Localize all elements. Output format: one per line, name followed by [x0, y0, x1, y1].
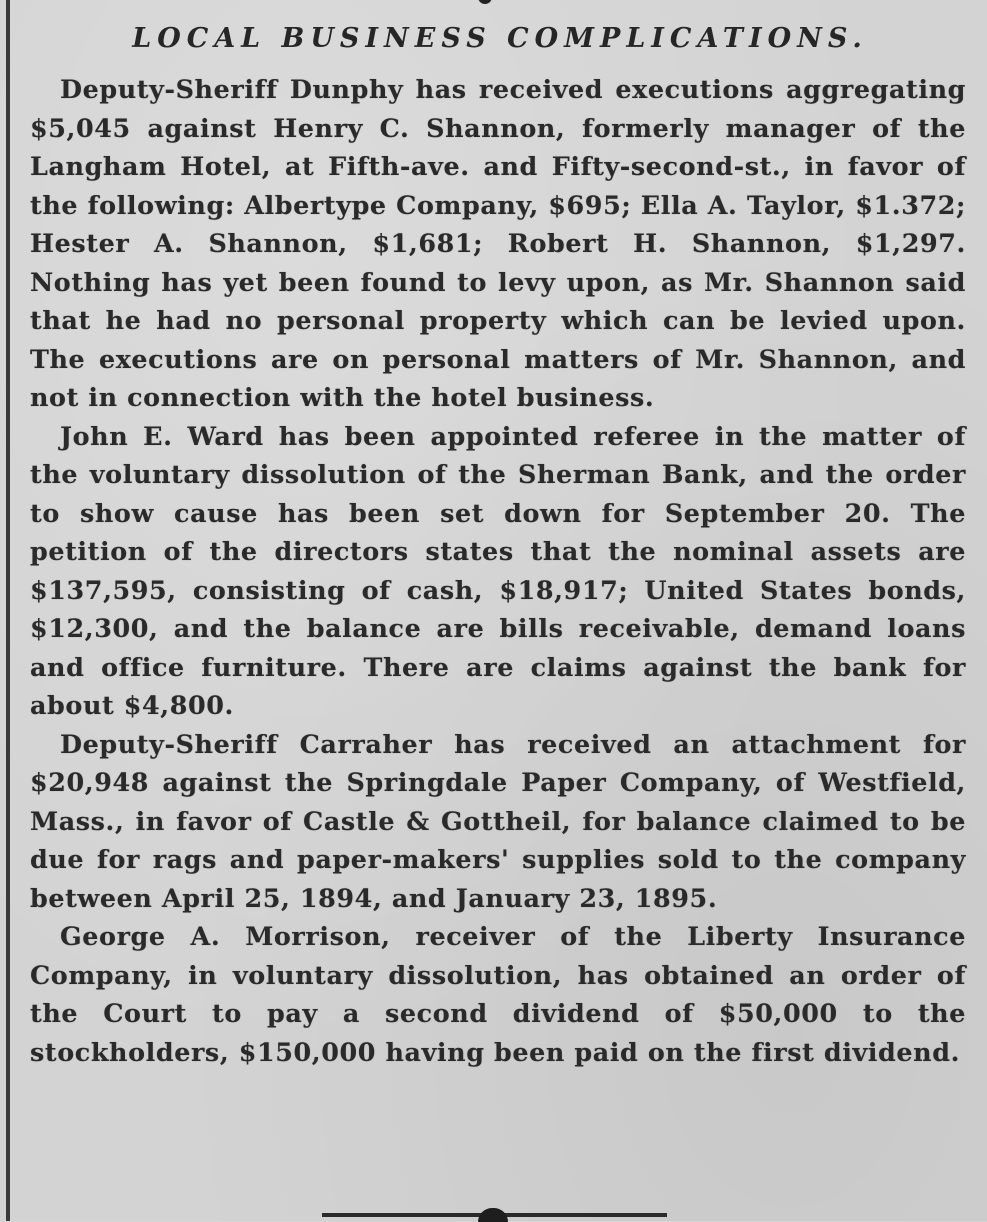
paragraph-liberty-insurance: George A. Morrison, receiver of the Liberty Insurance Company, in voluntary dissolution, has obtained an order of the Court to pay a second dividend of $50,000 to the stockholders, $150,000 having been paid on the first dividend. [30, 921, 966, 1067]
bottom-ornament [478, 1208, 508, 1222]
article-headline: LOCAL BUSINESS COMPLICATIONS. [132, 23, 868, 54]
paragraph-springdale-paper: Deputy-Sheriff Carraher has received an attachment for $20,948 against the Springdale Paper Company, of Westfield, Mass., in favor of Castle & Gottheil, for balance claimed to be due for rags and paper-makers' supplies sold to the company between April 25, 1894, and January 23, 1895. [30, 728, 966, 913]
article-body [30, 70, 966, 1071]
paragraph-dunphy-executions: Deputy-Sheriff Dunphy has received executions aggregating $5,045 against Henry C. Shannon, formerly manager of the Langham Hotel, at Fifth-ave. and Fifty-second-st., in favor of the following: Albertype Company, $695; Ella A. Taylor, $1.372; Hester A. Shannon, $1,681; Robert H. Shannon, $1,297. Nothing has yet been found to levy upon, as Mr. Shannon said that he had no personal property which can be levied upon. The executions are on personal matters of Mr. Shannon, and not in connection with the hotel business. [30, 74, 966, 412]
top-ornament [478, 0, 492, 4]
paragraph-sherman-bank: John E. Ward has been appointed referee in the matter of the voluntary dissolution of the Sherman Bank, and the order to show cause has been set down for September 20. The petition of the directors states that the nominal assets are $137,595, consisting of cash, $18,917; United States bonds, $12,300, and the balance are bills receivable, demand loans and office furniture. There are claims against the bank for about $4,800. [30, 420, 966, 720]
column-rule-left [6, 0, 10, 1221]
